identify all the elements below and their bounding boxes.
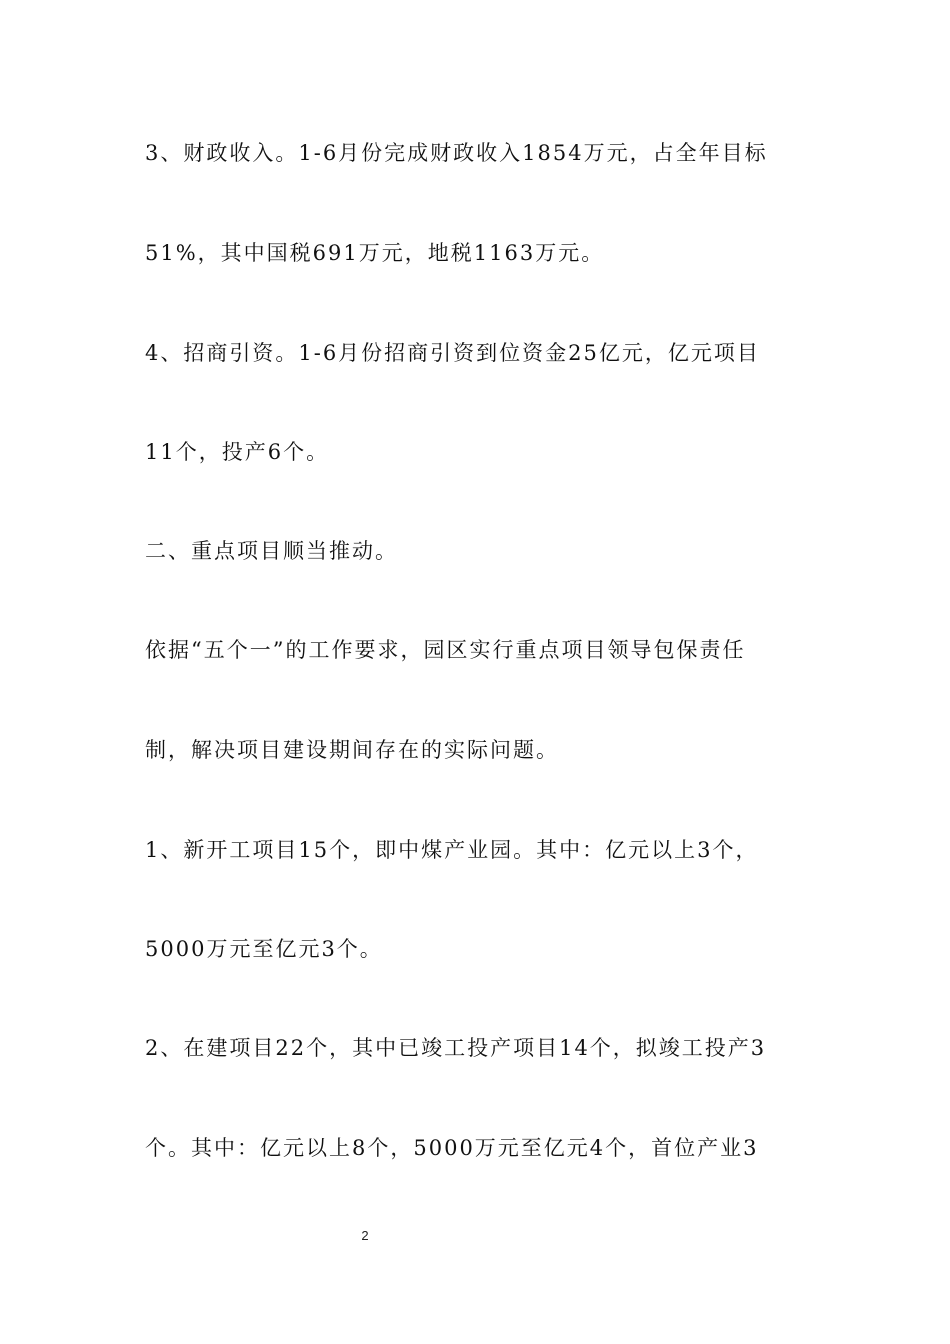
- page-number: 2: [361, 1228, 369, 1243]
- text-line-fiscal-revenue: 3、财政收入。1-6月份完成财政收入1854万元，占全年目标: [145, 141, 768, 165]
- text-line-construction-breakdown: 个。其中：亿元以上8个，5000万元至亿元4个，首位产业3: [145, 1136, 759, 1160]
- text-line-tax-breakdown: 51%，其中国税691万元，地税1163万元。: [145, 241, 605, 265]
- text-line-work-requirements: 依据“五个一”的工作要求，园区实行重点项目领导包保责任: [145, 638, 746, 662]
- text-line-projects-in-production: 11个，投产6个。: [145, 440, 330, 464]
- text-line-problem-solving: 制，解决项目建设期间存在的实际问题。: [145, 738, 559, 762]
- text-line-new-projects-range: 5000万元至亿元3个。: [145, 937, 383, 961]
- text-line-investment-attraction: 4、招商引资。1-6月份招商引资到位资金25亿元，亿元项目: [145, 341, 760, 365]
- text-line-new-projects: 1、新开工项目15个，即中煤产业园。其中：亿元以上3个，: [145, 838, 759, 862]
- section-heading-key-projects: 二、重点项目顺当推动。: [145, 539, 398, 563]
- text-line-projects-under-construction: 2、在建项目22个，其中已竣工投产项目14个，拟竣工投产3: [145, 1036, 767, 1060]
